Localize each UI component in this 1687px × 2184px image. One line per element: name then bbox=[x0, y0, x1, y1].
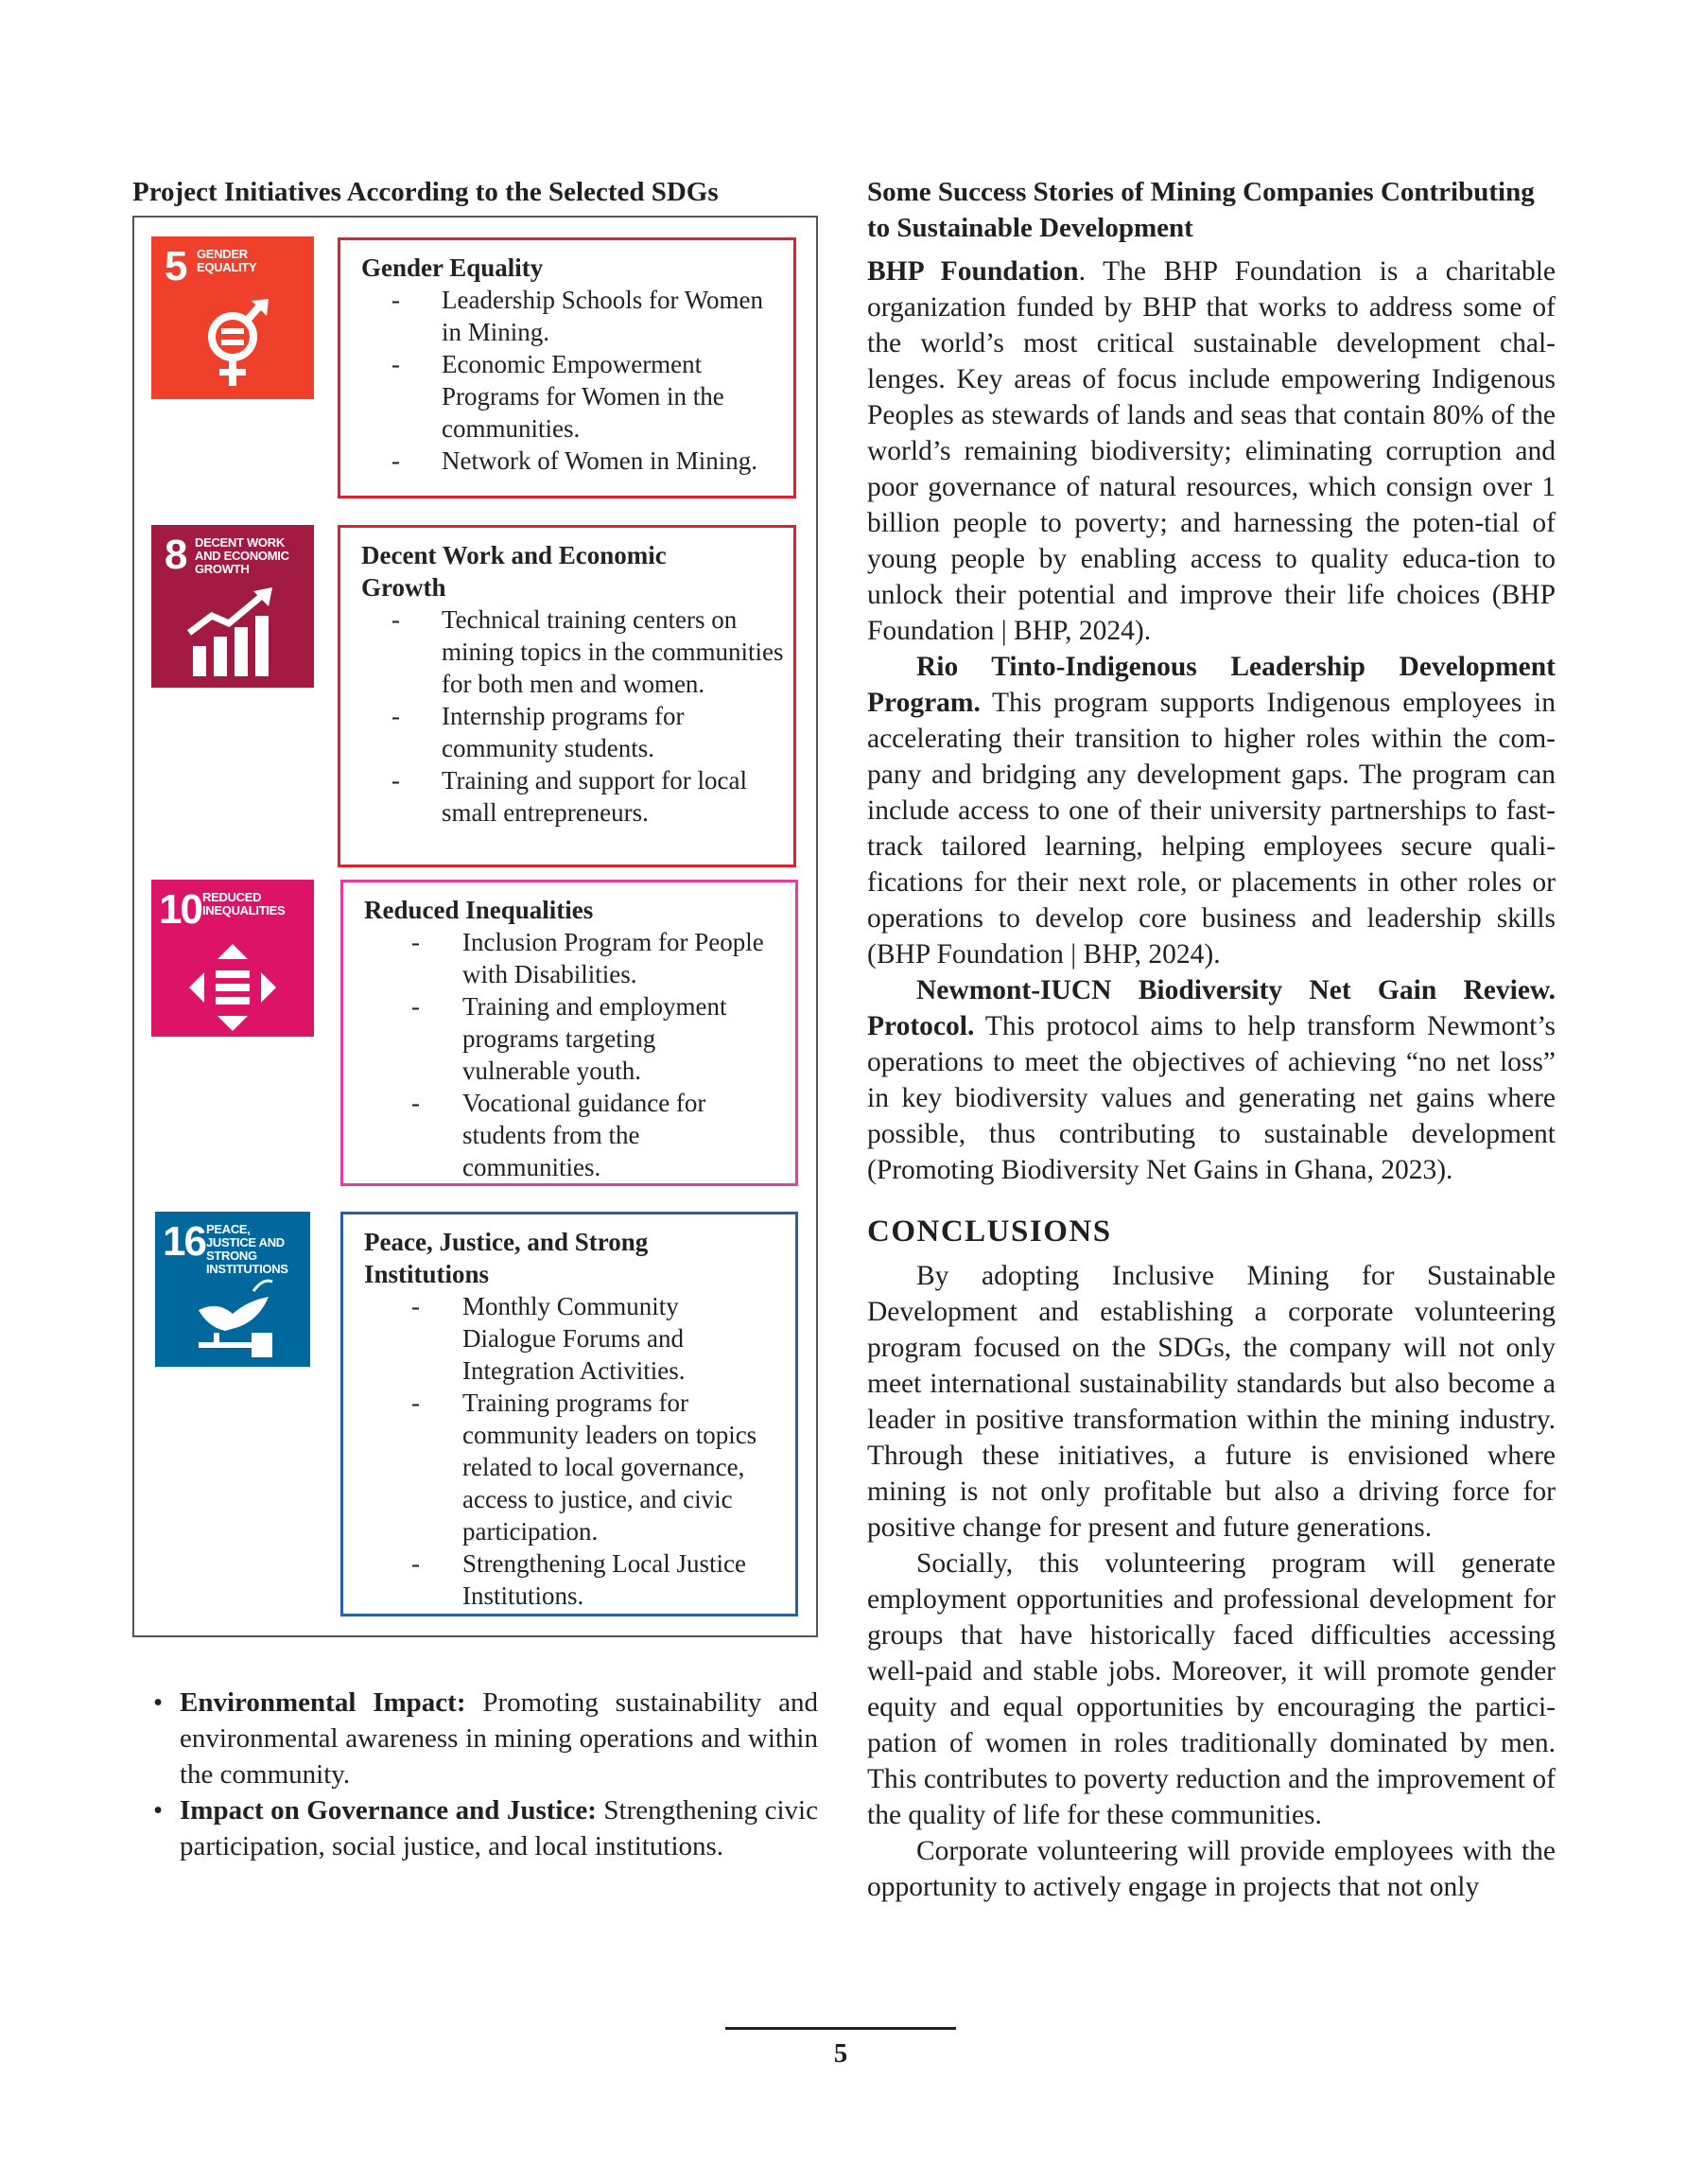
initiative-item: - Vocational guidance for students from the communities. bbox=[411, 1089, 706, 1181]
initiative-heading: Gender Equality bbox=[361, 253, 544, 282]
paragraph-conclusion-1: By adopting Inclusive Mining for Sustainable Development and establishing a corporate volunteering program focused on the SDGs, the company will not only meet international sustainability standards but also become a leader in positive transformation within the mining industry. Through these initiatives, a future is envisioned where mining is not only profitable but also a driving force for positive change for present and future generations. bbox=[867, 1261, 1556, 1543]
sdg-name: PEACE, JUSTICE AND STRONG INSTITUTIONS bbox=[206, 1222, 288, 1276]
initiative-item: - Leadership Schools for Women in Mining. bbox=[391, 286, 764, 346]
sdg16-tile bbox=[155, 1212, 310, 1367]
sdg-name: REDUCED INEQUALITIES bbox=[202, 890, 286, 917]
sdg8-tile bbox=[151, 525, 314, 688]
bullet-item: • Impact on Governance and Justice: Strengthening civic participation, social justice, and local institutions. bbox=[153, 1795, 818, 1861]
paragraph-conclusion-2: Socially, this volunteering program will generate employment opportunities and professional development for groups that have historically faced difficulties accessing well-paid and stable jobs. Moreover, it will promote gender equity and equal opportunities by encouraging the partici-pation of women in roles traditionally dominated by men. This contributes to poverty reduction and the improvement of the quality of life for these communities. bbox=[867, 1548, 1556, 1830]
sdg5-tile bbox=[151, 236, 314, 399]
sdg-number: 16 bbox=[163, 1218, 205, 1265]
initiative-heading: Reduced Inequalities bbox=[364, 896, 594, 924]
growth-bars-icon bbox=[180, 587, 286, 678]
initiative-item: - Training programs for community leaders on topics related to local governance, access to justice, and civic participation. bbox=[411, 1389, 757, 1546]
initiative-item: - Internship programs for community students. bbox=[391, 702, 685, 762]
initiative-item: - Technical training centers on mining topics in the communities for both men and women. bbox=[391, 605, 784, 698]
paragraph-newmont: Newmont-IUCN Biodiversity Net Gain Review. Protocol. This protocol aims to help transform Newmont’s operations to meet the objectives of achieving “no net loss” in key biodiversity values and generating net gains where possible, thus contributing to sustainable development (Promoting Biodiversity Net Gains in Ghana, 2023). bbox=[867, 975, 1556, 1185]
sdg-number: 5 bbox=[165, 243, 186, 289]
sdg-name: DECENT WORK AND ECONOMIC GROWTH bbox=[195, 535, 289, 576]
initiative-heading: Peace, Justice, and Strong Institutions bbox=[364, 1228, 649, 1288]
sdg-name: GENDER EQUALITY bbox=[197, 247, 257, 274]
left-column bbox=[132, 174, 818, 210]
equality-arrows-icon bbox=[180, 942, 286, 1033]
initiative-item: - Monthly Community Dialogue Forums and Integration Activities. bbox=[411, 1292, 686, 1385]
dove-gavel-icon bbox=[180, 1272, 286, 1363]
initiative-item: - Inclusion Program for People with Disabilities. bbox=[411, 928, 764, 988]
sdg10-tile bbox=[151, 880, 314, 1037]
sdg-number: 10 bbox=[159, 886, 201, 933]
initiative-item: - Economic Empowerment Programs for Women in the communities. bbox=[391, 350, 724, 443]
initiative-box-peace-justice bbox=[340, 1212, 798, 1616]
paragraph-bhp: BHP Foundation. The BHP Foundation is a charitable organization funded by BHP that works to address some of the world’s most critical sustainable development chal-lenges. Key areas of focus include empowering Indigenous Peoples as stewards of lands and seas that contain 80% of the world’s remaining biodiversity; eliminating corruption and poor governance of natural resources, which consign over 1 billion people to poverty; and harnessing the poten-tial of young people by enabling access to quality educa-tion to unlock their potential and improve their life choices (BHP Foundation | BHP, 2024). bbox=[867, 256, 1556, 646]
initiative-box-gender bbox=[338, 237, 796, 498]
initiatives-frame bbox=[132, 216, 818, 1637]
initiative-heading: Decent Work and Economic Growth bbox=[361, 541, 667, 602]
gender-symbol-icon bbox=[180, 299, 286, 390]
conclusions-heading: CONCLUSIONS bbox=[867, 1214, 1112, 1249]
initiative-item: - Network of Women in Mining. bbox=[391, 446, 758, 475]
section-title-initiatives: Project Initiatives According to the Selected SDGs bbox=[132, 177, 719, 207]
section-title-success-stories: Some Success Stories of Mining Companies Contributing to Sustainable Development bbox=[867, 177, 1535, 243]
bullet-item: • Environmental Impact: Promoting sustainability and environmental awareness in mining operations and within the community. bbox=[153, 1687, 818, 1790]
sdg-number: 8 bbox=[165, 532, 186, 578]
right-column bbox=[867, 174, 1556, 1905]
footer-rule bbox=[725, 2027, 956, 2030]
page-number: 5 bbox=[833, 2038, 848, 2069]
initiative-box-reduced-inequalities bbox=[340, 880, 798, 1186]
impact-bullets bbox=[153, 1685, 818, 1864]
initiative-box-decent-work bbox=[338, 525, 796, 867]
paragraph-conclusion-3: Corporate volunteering will provide employees with the opportunity to actively engage in projects that not only bbox=[867, 1836, 1556, 1902]
initiative-item: - Strengthening Local Justice Institutions. bbox=[411, 1549, 746, 1610]
paragraph-rio-tinto: Rio Tinto-Indigenous Leadership Development Program. This program supports Indigenous employees in accelerating their transition to higher roles within the com-pany and bridging any development gaps. The program can include access to one of their university partnerships to fast-track tailored learning, helping employees secure quali-fications for their next role, or placements in other roles or operations to develop core business and leadership skills (BHP Foundation | BHP, 2024). bbox=[867, 652, 1556, 970]
initiative-item: - Training and support for local small entrepreneurs. bbox=[391, 766, 747, 827]
initiative-item: - Training and employment programs targeting vulnerable youth. bbox=[411, 992, 727, 1085]
